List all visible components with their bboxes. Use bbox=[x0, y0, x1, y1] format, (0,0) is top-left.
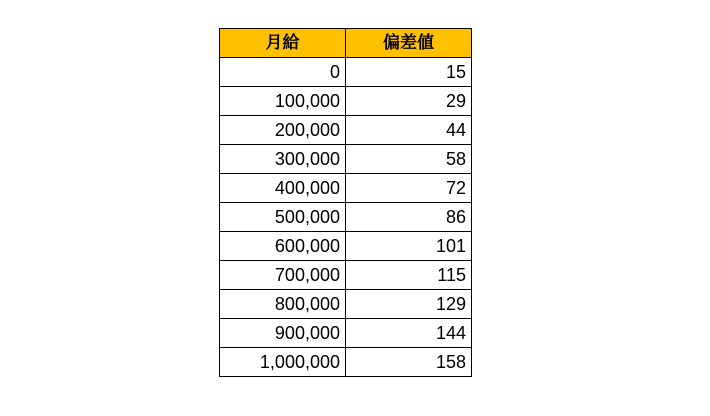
deviation-cell: 115 bbox=[346, 261, 472, 290]
table-row bbox=[220, 348, 472, 377]
table-row bbox=[220, 145, 472, 174]
table-row bbox=[220, 87, 472, 116]
table-row bbox=[220, 290, 472, 319]
deviation-cell: 86 bbox=[346, 203, 472, 232]
salary-cell: 400,000 bbox=[220, 174, 346, 203]
salary-cell: 900,000 bbox=[220, 319, 346, 348]
salary-cell: 0 bbox=[220, 58, 346, 87]
table-header-row bbox=[220, 29, 472, 58]
deviation-cell: 58 bbox=[346, 145, 472, 174]
salary-cell: 100,000 bbox=[220, 87, 346, 116]
salary-cell: 800,000 bbox=[220, 290, 346, 319]
deviation-cell: 129 bbox=[346, 290, 472, 319]
table-row bbox=[220, 174, 472, 203]
header-monthly-salary: 月給 bbox=[220, 29, 346, 58]
salary-cell: 300,000 bbox=[220, 145, 346, 174]
deviation-cell: 144 bbox=[346, 319, 472, 348]
table-row bbox=[220, 203, 472, 232]
deviation-cell: 72 bbox=[346, 174, 472, 203]
table-row bbox=[220, 232, 472, 261]
deviation-cell: 44 bbox=[346, 116, 472, 145]
salary-cell: 1,000,000 bbox=[220, 348, 346, 377]
deviation-cell: 29 bbox=[346, 87, 472, 116]
header-deviation-score: 偏差値 bbox=[346, 29, 472, 58]
table-row bbox=[220, 116, 472, 145]
salary-cell: 500,000 bbox=[220, 203, 346, 232]
table-row bbox=[220, 261, 472, 290]
table-row bbox=[220, 319, 472, 348]
table-row bbox=[220, 58, 472, 87]
salary-cell: 200,000 bbox=[220, 116, 346, 145]
salary-cell: 600,000 bbox=[220, 232, 346, 261]
deviation-cell: 15 bbox=[346, 58, 472, 87]
salary-deviation-table bbox=[219, 28, 472, 377]
deviation-cell: 158 bbox=[346, 348, 472, 377]
salary-cell: 700,000 bbox=[220, 261, 346, 290]
deviation-cell: 101 bbox=[346, 232, 472, 261]
